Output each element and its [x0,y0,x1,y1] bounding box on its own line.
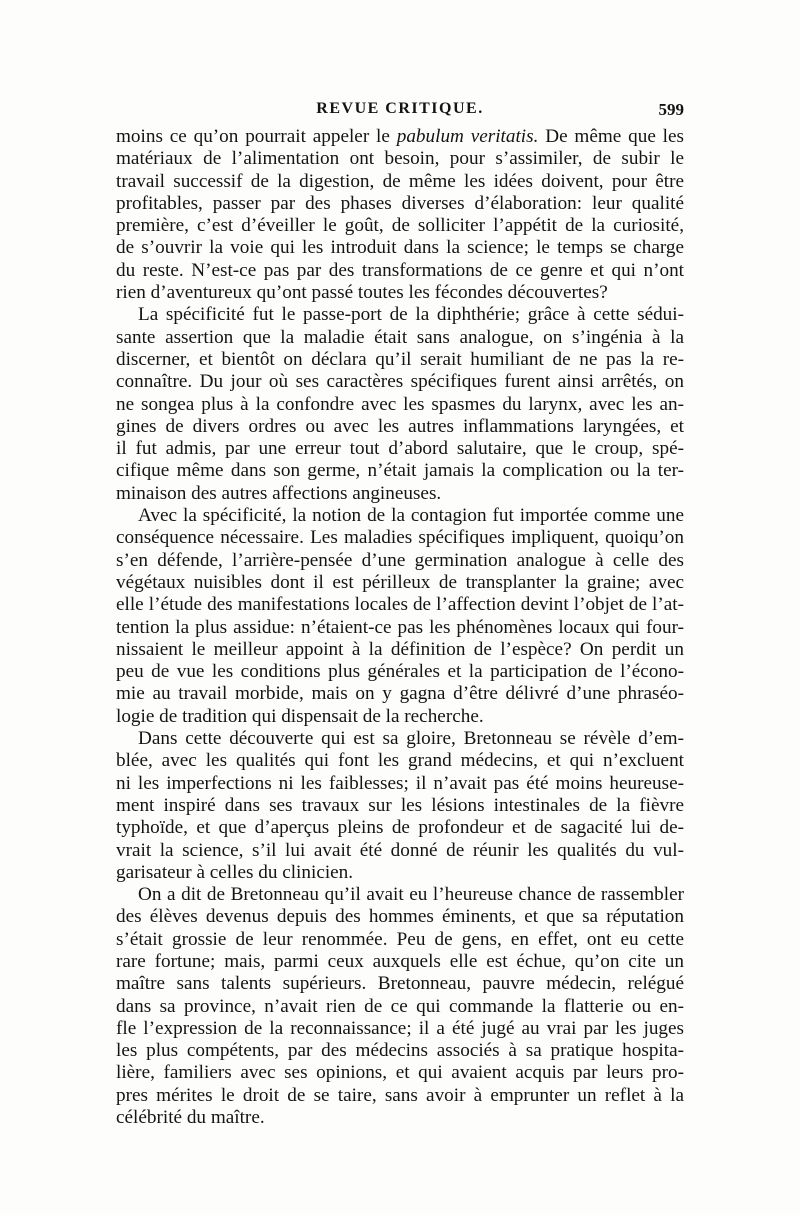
paragraph [116,505,684,728]
body-text [116,126,684,1129]
paragraph [116,304,684,505]
text-line: tention la plus assidue: n’étaient-ce pas les phénomènes locaux qui four- [116,616,684,638]
text-line: gines de divers ordres ou avec les autres inflammations laryngées, et [116,415,684,437]
text-line: ne songea plus à la confondre avec les spasmes du larynx, avec les an- [116,393,684,415]
text-line: végétaux nuisibles dont il est périlleux de transplanter la graine; avec [116,571,684,593]
text-line: profitables, passer par des phases diverses d’élaboration: leur qualité [116,192,684,214]
text-line: connaître. Du jour où ses caractères spécifiques furent ainsi arrêtés, on [116,371,684,393]
text-line: lière, familiers avec ses opinions, et qui avaient acquis par leurs pro- [116,1062,684,1084]
text-line: les plus compétents, par des médecins associés à sa pratique hospita- [116,1040,684,1062]
text-line: La spécificité fut le passe-port de la diphthérie; grâce à cette sédui- [138,304,684,326]
text-line: nissaient le meilleur appoint à la définition de l’espèce? On perdit un [116,638,684,660]
text-line: mie au travail morbide, mais on y gagna d’être délivré d’une phraséo- [116,683,684,705]
text-line: moins ce qu’on pourrait appeler le pabulum veritatis. De même que les [116,126,684,147]
text-line: ni les imperfections ni les faiblesses; il n’avait pas été moins heureuse- [116,772,684,794]
text-line: minaison des autres affections angineuses. [116,482,442,504]
text-line: ment inspiré dans ses travaux sur les lésions intestinales de la fièvre [116,794,684,816]
paragraph [116,126,684,304]
text-line: cifique même dans son germe, n’était jamais la complication ou la ter- [116,460,684,482]
text-line: blée, avec les qualités qui font les grand médecins, et qui n’excluent [116,750,684,772]
text-line: maître sans talents supérieurs. Bretonneau, pauvre médecin, relégué [116,973,684,995]
text-line: discerner, et bientôt on déclara qu’il serait humiliant de ne pas la re- [116,348,684,370]
text-line: première, c’est d’éveiller le goût, de solliciter l’appétit de la curiosité, [116,215,684,237]
text-line: s’était grossie de leur renommée. Peu de gens, en effet, ont eu cette [116,928,684,950]
text-line: peu de vue les conditions plus générales et la participation de l’écono- [116,661,684,683]
text-line: vrait la science, s’il lui avait été donné de réunir les qualités du vul- [116,839,684,861]
text-line: Avec la spécificité, la notion de la contagion fut importée comme une [138,505,684,527]
text-line: On a dit de Bretonneau qu’il avait eu l’heureuse chance de rassembler [138,884,684,906]
text-line: du reste. N’est-ce pas par des transformations de ce genre et qui n’ont [116,259,684,281]
text-line: elle l’étude des manifestations locales de l’affection devint l’objet de l’at- [116,594,684,616]
book-page [116,100,684,1129]
text-line: sante assertion que la maladie était sans analogue, on s’ingénia à la [116,326,684,348]
text-line: il fut admis, par une erreur tout d’abord salutaire, que le croup, spé- [116,438,684,460]
italic-phrase: pabulum veritatis. [396,126,539,147]
paragraph [116,728,684,884]
text-line: rare fortune; mais, parmi ceux auxquels elle est échue, qu’on cite un [116,950,684,972]
text-line: matériaux de l’alimentation ont besoin, pour s’assimiler, de subir le [116,148,684,170]
text-line: des élèves devenus depuis des hommes éminents, et que sa réputation [116,906,684,928]
text-line: fle l’expression de la reconnaissance; il a été jugé au vrai par les juges [116,1017,684,1039]
paragraph [116,884,684,1129]
text-line: s’en défende, l’arrière-pensée d’une germination analogue à celle des [116,549,684,571]
running-head [116,100,684,126]
text-line: rien d’aventureux qu’ont passé toutes les fécondes découvertes? [116,282,608,304]
text-line: Dans cette découverte qui est sa gloire, Bretonneau se révèle d’em- [138,728,684,750]
text-line: garisateur à celles du clinicien. [116,861,354,883]
text-line: logie de tradition qui dispensait de la recherche. [116,705,484,727]
text-line: de s’ouvrir la voie qui les introduit dans la science; le temps se charge [116,237,684,259]
page-number: 599 [658,100,684,119]
text-line: pres mérites le droit de se taire, sans avoir à emprunter un reflet à la [116,1084,684,1106]
text-line: célébrité du maître. [116,1107,265,1129]
running-title: REVUE CRITIQUE. [316,100,484,117]
text-line: dans sa province, n’avait rien de ce qui commande la flatterie ou en- [116,995,684,1017]
text-line: typhoïde, et que d’aperçus pleins de profondeur et de sagacité lui de- [116,817,684,839]
text-line: travail successif de la digestion, de même les idées doivent, pour être [116,170,684,192]
text-line: conséquence nécessaire. Les maladies spécifiques impliquent, quoiqu’on [116,527,684,549]
